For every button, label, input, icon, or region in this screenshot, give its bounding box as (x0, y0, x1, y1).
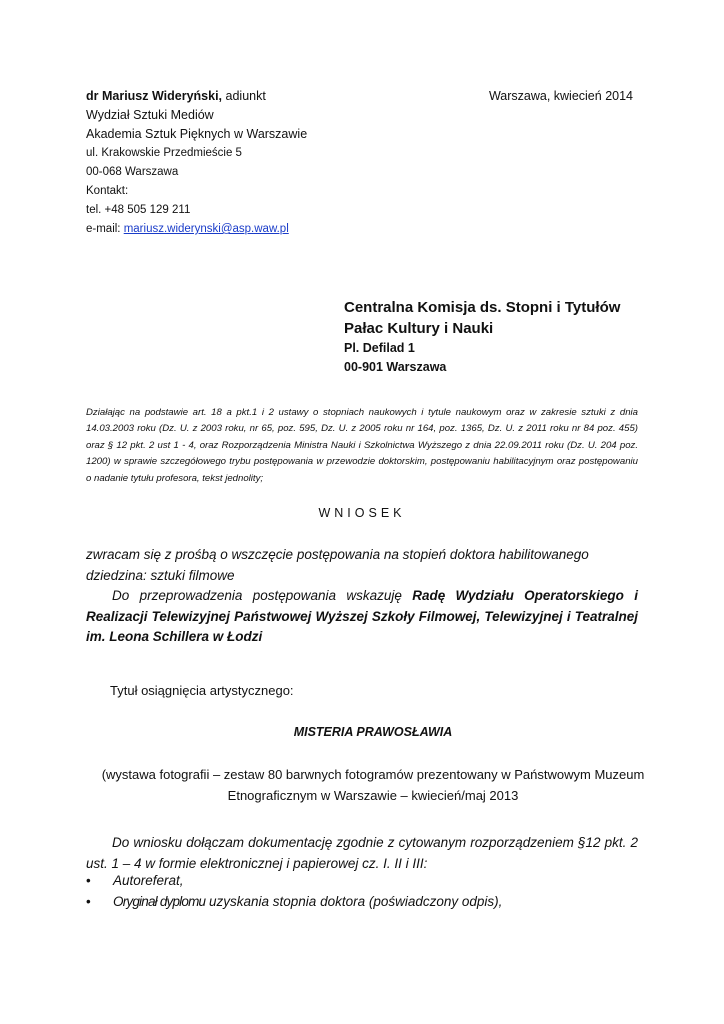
request-committee-name: Radę Wydziału Operatorskiego i Realizacji Telewizyjnej Państwowej Wyższej Szkoły Filmowej, Telewizyjnej i Teatralnej im. Leona Schillera w Łodzi (86, 588, 638, 644)
bullet-icon: • (86, 893, 91, 909)
sender-name: dr Mariusz Wideryński, (86, 89, 223, 103)
sender-institution: Akademia Sztuk Pięknych w Warszawie (86, 127, 308, 141)
recipient-line-4: 00-901 Warszawa (344, 360, 447, 374)
place-date: Warszawa, kwiecień 2014 (488, 89, 633, 103)
achievement-label: Tytuł osiągnięcia artystycznego: (110, 683, 294, 698)
sender-contact-label: Kontakt: (86, 185, 129, 197)
bullet-icon: • (86, 873, 91, 888)
list-item (86, 892, 502, 913)
list-item-text: Autoreferat, (113, 873, 184, 888)
sender-street: ul. Krakowskie Przedmieście 5 (86, 147, 242, 159)
sender-email-label: e-mail: (86, 223, 124, 235)
request-committee-prefix: Do przeprowadzenia postępowania wskazuję (112, 588, 413, 603)
recipient-line-3: Pl. Defilad 1 (344, 341, 415, 355)
achievement-title: MISTERIA PRAWOSŁAWIA (293, 725, 453, 739)
sender-phone: tel. +48 505 129 211 (86, 204, 191, 216)
attachments-intro: Do wniosku dołączam dokumentację zgodnie z cytowanym rozporządzeniem §12 pkt. 2 ust. 1 – 4 w formie elektronicznej i papierowej cz. I. II i III: (86, 835, 638, 871)
sender-email-link[interactable]: mariusz.widerynski@asp.waw.pl (123, 223, 289, 235)
sender-department: Wydział Sztuki Mediów (86, 108, 214, 122)
sender-name-line (86, 87, 307, 106)
list-item (86, 871, 502, 892)
attachments-list (86, 871, 502, 912)
recipient-line-2: Pałac Kultury i Nauki (344, 320, 494, 337)
exhibition-note: (wystawa fotografii – zestaw 80 barwnych fotogramów prezentowany w Państwowym Muzeum Etnograficznym w Warszawie – kwiecień/maj 2013 (101, 767, 645, 803)
list-item-text: uzyskania stopnia doktora (poświadczony odpis), (205, 893, 503, 909)
sender-postal-city: 00-068 Warszawa (86, 166, 179, 178)
sender-email-line (86, 220, 307, 239)
recipient-block (344, 297, 620, 377)
legal-basis-paragraph: Działając na podstawie art. 18 a pkt.1 i 2 ustawy o stopniach naukowych i tytule naukowym oraz w zakresie sztuki z dnia 14.03.2003 roku (Dz. U. z 2003 roku, nr 65, poz. 595, Dz. U. z 2005 roku nr 164, poz. 1365, Dz. U. z 2011 roku nr 84 poz. 455) oraz § 12 pkt. 2 ust 1 - 4, oraz Rozporządzenia Ministra Nauki i Szkolnictwa Wyższego z dnia 22.09.2011 roku (Dz. U. 204 poz. 1200) w sprawie szczegółowego trybu postępowania w przewodzie doktorskim, postępowaniu habilitacyjnym oraz postępowaniu o nadanie tytułu profesora, tekst jednolity; (86, 407, 638, 484)
document-heading: WNIOSEK (318, 506, 406, 520)
sender-block (86, 87, 307, 239)
request-block (86, 545, 638, 648)
request-line-2: dziedzina: sztuki filmowe (86, 567, 235, 583)
request-line-1: zwracam się z prośbą o wszczęcie postępowania na stopień doktora habilitowanego (86, 547, 589, 562)
recipient-line-1: Centralna Komisja ds. Stopni i Tytułów (344, 299, 621, 316)
list-item-prefix: Oryginał dyplomu (113, 893, 206, 909)
attachments-intro-block (86, 833, 638, 874)
request-committee-paragraph (86, 586, 638, 648)
sender-position: adiunkt (222, 89, 266, 103)
